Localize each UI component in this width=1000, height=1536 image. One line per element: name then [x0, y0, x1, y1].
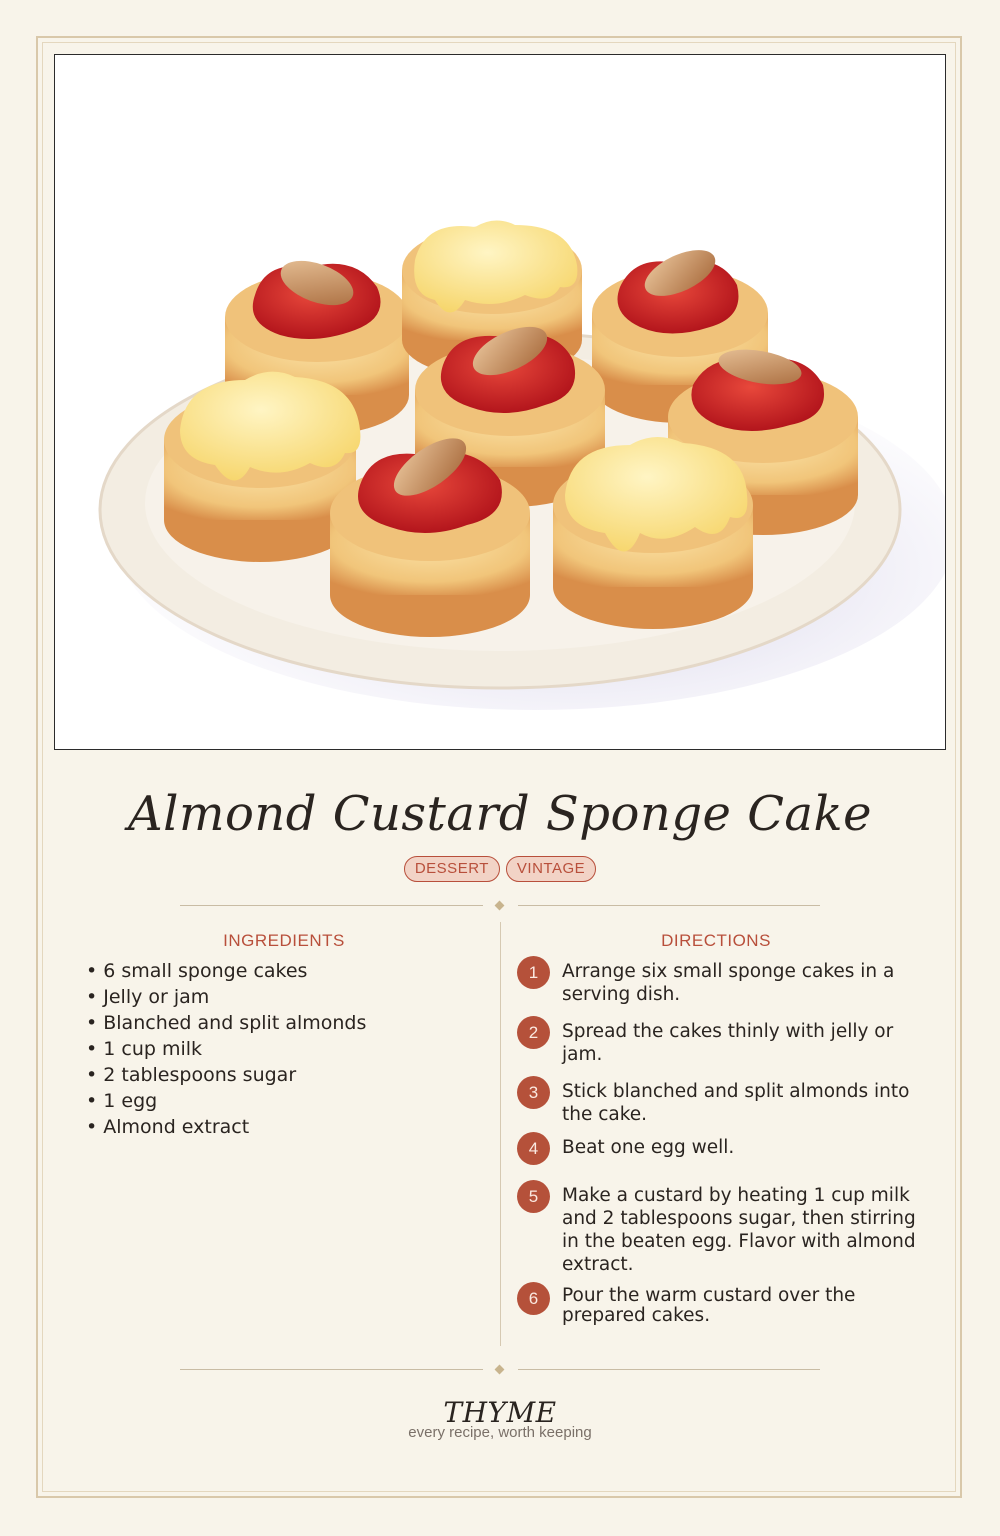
column-divider: [500, 922, 501, 1346]
step-text: Beat one egg well.: [562, 1137, 735, 1158]
step-text: Stick blanched and split almonds into the cake.: [562, 1081, 910, 1125]
ingredients-heading: INGREDIENTS: [223, 931, 345, 950]
direction-step-5: [517, 1180, 927, 1280]
step-number-badge: 5: [517, 1180, 550, 1213]
diamond-ornament-icon: [495, 1365, 505, 1375]
tag-list: [0, 856, 1000, 882]
step-number-badge: 3: [517, 1076, 550, 1109]
cake-custard-front-right: [553, 437, 753, 629]
step-text: Pour the warm custard over the prepared cakes.: [562, 1285, 856, 1326]
tag-dessert[interactable]: DESSERT: [404, 856, 500, 882]
ingredient-item: • 2 tablespoons sugar: [86, 1064, 297, 1086]
step-number-badge: 1: [517, 956, 550, 989]
ingredient-item: • 1 cup milk: [86, 1038, 203, 1060]
tag-vintage[interactable]: VINTAGE: [506, 856, 596, 882]
ingredient-item: • 1 egg: [86, 1090, 158, 1112]
ingredient-item: • Jelly or jam: [86, 986, 210, 1008]
step-text: Spread the cakes thinly with jelly or jam.: [562, 1021, 894, 1065]
directions-heading: DIRECTIONS: [661, 931, 771, 950]
direction-step-3: [517, 1076, 927, 1126]
brand-tagline: every recipe, worth keeping: [408, 1424, 592, 1441]
direction-step-4: [517, 1132, 927, 1172]
recipe-title: Almond Custard Sponge Cake: [127, 786, 873, 842]
recipe-photo: [54, 54, 946, 750]
ingredient-item: • 6 small sponge cakes: [86, 960, 308, 982]
ingredient-item: • Almond extract: [86, 1116, 250, 1138]
step-number-badge: 2: [517, 1016, 550, 1049]
direction-step-2: [517, 1016, 927, 1066]
step-number-badge: 4: [517, 1132, 550, 1165]
ingredients-list: [86, 958, 366, 1140]
step-text: Make a custard by heating 1 cup milk and 2 tablespoons sugar, then stirring in the beaten egg. Flavor with almond extract.: [562, 1185, 916, 1275]
direction-step-6: [517, 1282, 927, 1332]
diamond-ornament-icon: [495, 901, 505, 911]
ingredient-item: • Blanched and split almonds: [86, 1012, 367, 1034]
section-divider-top: [180, 900, 820, 912]
step-number-badge: 6: [517, 1282, 550, 1315]
cake-plate-illustration: [55, 55, 945, 749]
section-divider-bottom: [180, 1364, 820, 1376]
brand-logo: THYME: [443, 1396, 557, 1429]
step-text: Arrange six small sponge cakes in a serving dish.: [562, 961, 895, 1005]
direction-step-1: [517, 956, 927, 1006]
